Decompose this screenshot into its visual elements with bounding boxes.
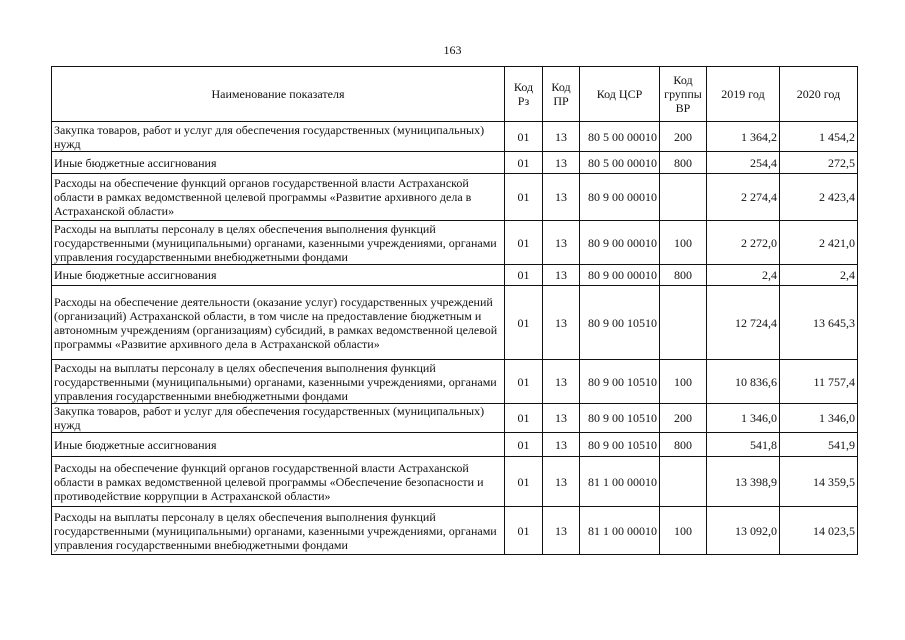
row-rz: 01: [505, 174, 543, 221]
row-rz: 01: [505, 286, 543, 360]
row-csr: 81 1 00 00010: [580, 457, 660, 507]
row-2020: 541,9: [780, 433, 858, 457]
row-csr: 80 9 00 10510: [580, 360, 660, 404]
row-2020: 2 421,0: [780, 221, 858, 265]
row-csr: 80 5 00 00010: [580, 152, 660, 174]
table-row: [52, 122, 858, 152]
row-pr: 13: [543, 360, 580, 404]
row-2020: 14 023,5: [780, 507, 858, 555]
row-csr: 80 9 00 00010: [580, 265, 660, 286]
header-name: Наименование показателя: [52, 67, 505, 122]
row-name: Расходы на выплаты персоналу в целях обеспечения выполнения функций государственными (муниципальными) органами, казенными учреждениями, органами управления государственными внебюджетными фондами: [52, 221, 505, 265]
row-2020: 11 757,4: [780, 360, 858, 404]
table-row: [52, 286, 858, 360]
row-2020: 13 645,3: [780, 286, 858, 360]
row-name: Иные бюджетные ассигнования: [52, 152, 505, 174]
row-vr: 800: [660, 152, 707, 174]
row-rz: 01: [505, 152, 543, 174]
table-row: [52, 360, 858, 404]
row-2019: 1 346,0: [707, 404, 780, 433]
row-csr: 80 9 00 10510: [580, 286, 660, 360]
table-row: [52, 507, 858, 555]
row-csr: 80 9 00 00010: [580, 174, 660, 221]
row-rz: 01: [505, 404, 543, 433]
header-row: [52, 67, 858, 122]
table-row: [52, 152, 858, 174]
row-pr: 13: [543, 507, 580, 555]
row-name: Расходы на обеспечение функций органов государственной власти Астраханской области в рамках ведомственной целевой программы «Обеспечение безопасности и противодействие коррупции в Астраханской области»: [52, 457, 505, 507]
row-2019: 541,8: [707, 433, 780, 457]
row-2020: 2,4: [780, 265, 858, 286]
row-2020: 2 423,4: [780, 174, 858, 221]
header-2020: 2020 год: [780, 67, 858, 122]
row-pr: 13: [543, 174, 580, 221]
row-csr: 80 9 00 10510: [580, 404, 660, 433]
row-csr: 80 5 00 00010: [580, 122, 660, 152]
header-2019: 2019 год: [707, 67, 780, 122]
row-2019: 1 364,2: [707, 122, 780, 152]
row-csr: 80 9 00 00010: [580, 221, 660, 265]
row-rz: 01: [505, 457, 543, 507]
row-2019: 13 398,9: [707, 457, 780, 507]
row-name: Расходы на обеспечение функций органов государственной власти Астраханской области в рамках ведомственной целевой программы «Развитие архивного дела в Астраханской области»: [52, 174, 505, 221]
row-vr: [660, 286, 707, 360]
row-2020: 1 454,2: [780, 122, 858, 152]
row-name: Иные бюджетные ассигнования: [52, 433, 505, 457]
row-rz: 01: [505, 122, 543, 152]
row-2019: 2,4: [707, 265, 780, 286]
table-row: [52, 265, 858, 286]
row-csr: 81 1 00 00010: [580, 507, 660, 555]
row-2020: 14 359,5: [780, 457, 858, 507]
row-pr: 13: [543, 286, 580, 360]
table-row: [52, 221, 858, 265]
row-2019: 12 724,4: [707, 286, 780, 360]
row-vr: 800: [660, 265, 707, 286]
row-2020: 1 346,0: [780, 404, 858, 433]
row-vr: 100: [660, 360, 707, 404]
row-vr: 200: [660, 404, 707, 433]
budget-table: [51, 66, 858, 555]
table-body: [52, 122, 858, 555]
row-pr: 13: [543, 265, 580, 286]
row-rz: 01: [505, 360, 543, 404]
row-csr: 80 9 00 10510: [580, 433, 660, 457]
header-csr: Код ЦСР: [580, 67, 660, 122]
row-vr: 200: [660, 122, 707, 152]
table-row: [52, 174, 858, 221]
row-pr: 13: [543, 221, 580, 265]
row-name: Расходы на обеспечение деятельности (оказание услуг) государственных учреждений (организаций) Астраханской области, в том числе на предоставление бюджетным и автономным учреждениям (организациям) субсидий, в рамках ведомственной целевой программы «Развитие архивного дела в Астраханской области»: [52, 286, 505, 360]
row-name: Иные бюджетные ассигнования: [52, 265, 505, 286]
row-pr: 13: [543, 404, 580, 433]
row-vr: 100: [660, 221, 707, 265]
row-pr: 13: [543, 433, 580, 457]
header-pr: Код ПР: [543, 67, 580, 122]
header-rz: Код Рз: [505, 67, 543, 122]
header-vr: Код группы ВР: [660, 67, 707, 122]
row-rz: 01: [505, 507, 543, 555]
row-rz: 01: [505, 433, 543, 457]
row-rz: 01: [505, 265, 543, 286]
row-name: Закупка товаров, работ и услуг для обеспечения государственных (муниципальных) нужд: [52, 122, 505, 152]
row-vr: 100: [660, 507, 707, 555]
table-row: [52, 457, 858, 507]
row-vr: [660, 174, 707, 221]
table-row: [52, 433, 858, 457]
row-pr: 13: [543, 152, 580, 174]
row-2019: 2 274,4: [707, 174, 780, 221]
row-vr: [660, 457, 707, 507]
row-2019: 10 836,6: [707, 360, 780, 404]
row-vr: 800: [660, 433, 707, 457]
row-name: Расходы на выплаты персоналу в целях обеспечения выполнения функций государственными (муниципальными) органами, казенными учреждениями, органами управления государственными внебюджетными фондами: [52, 360, 505, 404]
row-rz: 01: [505, 221, 543, 265]
row-pr: 13: [543, 122, 580, 152]
row-2020: 272,5: [780, 152, 858, 174]
page-number: 163: [443, 43, 462, 57]
table-row: [52, 404, 858, 433]
row-2019: 254,4: [707, 152, 780, 174]
row-name: Закупка товаров, работ и услуг для обеспечения государственных (муниципальных) нужд: [52, 404, 505, 433]
row-pr: 13: [543, 457, 580, 507]
row-2019: 13 092,0: [707, 507, 780, 555]
row-2019: 2 272,0: [707, 221, 780, 265]
row-name: Расходы на выплаты персоналу в целях обеспечения выполнения функций государственными (муниципальными) органами, казенными учреждениями, органами управления государственными внебюджетными фондами: [52, 507, 505, 555]
